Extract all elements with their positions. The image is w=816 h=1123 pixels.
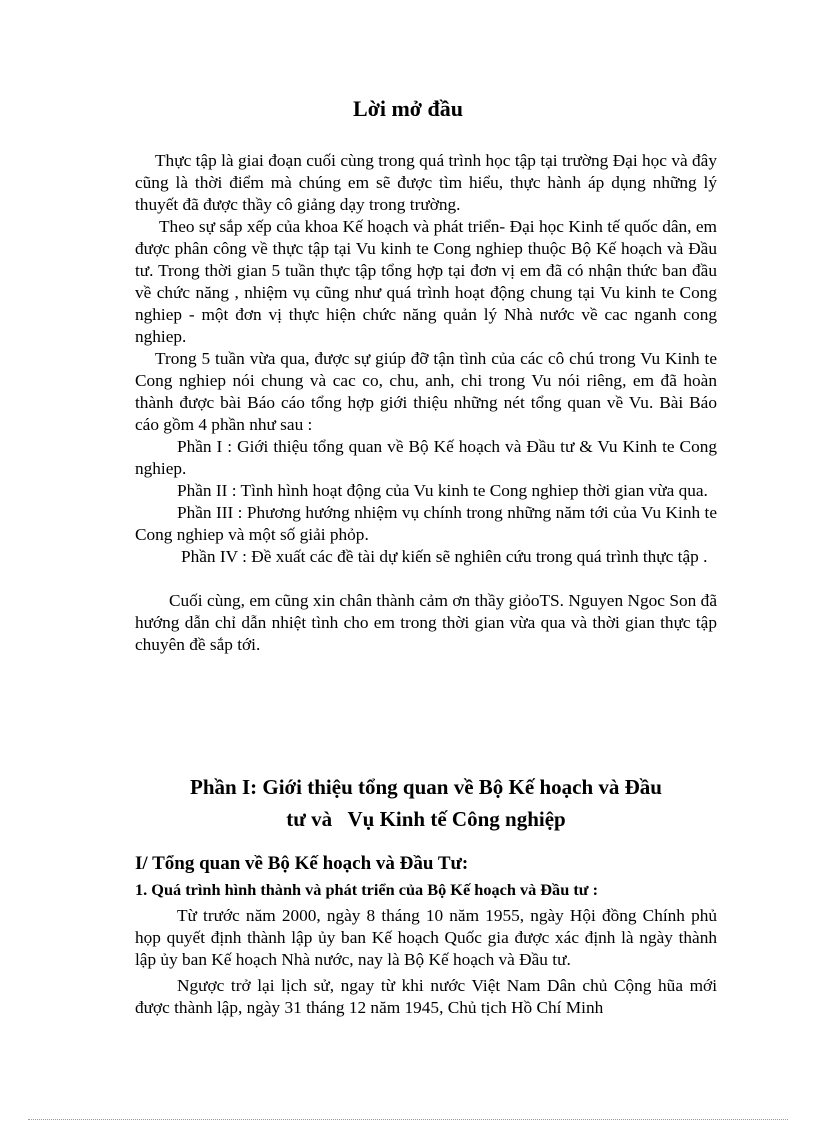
page-bottom-border [28, 1119, 788, 1120]
part-heading-line-2: tư và Vụ Kinh tế Công nghiệp [286, 807, 566, 831]
page-title: Lời mở đầu [353, 96, 463, 121]
intro-paragraph-1: Thực tập là giai đoạn cuối cùng trong quá trình học tập tại trường Đại học và đây cũng là thời điểm mà chúng em sẽ được tìm hiểu, thực hành áp dụng những lý thuyết đã được thầy cô giảng dạy trong trường. [135, 151, 717, 214]
part-heading [120, 771, 732, 835]
history-section [135, 905, 717, 1019]
paragraph-gap [135, 568, 717, 590]
intro-paragraph-2: Theo sự sắp xếp của khoa Kế hoạch và phát triển- Đại học Kinh tế quốc dân, em được phân công về thực tập tại Vu kinh te Cong nghiep thuộc Bộ Kế hoạch và Đầu tư. Trong thời gian 5 tuần thực tập tổng hợp tại đơn vị em đã có nhận thức ban đầu về chức năng , nhiệm vụ cũng như quá trình hoạt động chung tại Vu kinh te Cong nghiep - một đơn vị thực hiện chức năng quản lý Nhà nước về cac nganh cong nghiep. [135, 217, 717, 346]
outline-part-4: Phần IV : Đề xuất các đề tài dự kiến sẽ nghiên cứu trong quá trình thực tập . [181, 547, 708, 566]
section-heading: I/ Tổng quan về Bộ Kế hoạch và Đầu Tư: [135, 853, 469, 874]
subsection-heading: 1. Quá trình hình thành và phát triển của Bộ Kế hoạch và Đầu tư : [135, 880, 599, 899]
outline-part-2: Phần II : Tình hình hoạt động của Vu kinh te Cong nghiep thời gian vừa qua. [177, 481, 708, 500]
intro-section [135, 150, 717, 656]
part-heading-line-1: Phần I: Giới thiệu tổng quan về Bộ Kế hoạch và Đầu [190, 775, 662, 799]
outline-part-1: Phần I : Giới thiệu tổng quan về Bộ Kế hoạch và Đầu tư & Vu Kinh te Cong nghiep. [135, 437, 717, 478]
history-paragraph-1: Từ trước năm 2000, ngày 8 tháng 10 năm 1955, ngày Hội đồng Chính phủ họp quyết định thành lập ủy ban Kế hoạch Quốc gia được xác định là ngày thành lập ủy ban Kế hoạch Nhà nước, nay là Bộ Kế hoạch và Đầu tư. [135, 906, 717, 969]
closing-paragraph: Cuối cùng, em cũng xin chân thành cảm ơn thầy giỏoTS. Nguyen Ngoc Son đã hướng dẫn chỉ dẫn nhiệt tình cho em trong thời gian vừa qua và thời gian thực tập chuyên đề sắp tới. [135, 591, 717, 654]
intro-paragraph-3: Trong 5 tuần vừa qua, được sự giúp đỡ tận tình của các cô chú trong Vu Kinh te Cong nghiep nói chung và cac co, chu, anh, chi trong Vu nói riêng, em đã hoàn thành được bài Báo cáo tổng hợp giới thiệu những nét tổng quan về Vu. Bài Báo cáo gồm 4 phần như sau : [135, 349, 717, 434]
history-paragraph-2: Ngược trở lại lịch sử, ngay từ khi nước Việt Nam Dân chủ Cộng hũa mới được thành lập, ngày 31 tháng 12 năm 1945, Chủ tịch Hồ Chí Minh [135, 976, 717, 1017]
outline-part-3: Phần III : Phương hướng nhiệm vụ chính trong những năm tới của Vu Kinh te Cong nghiep và một số giải phỏp. [135, 503, 717, 544]
